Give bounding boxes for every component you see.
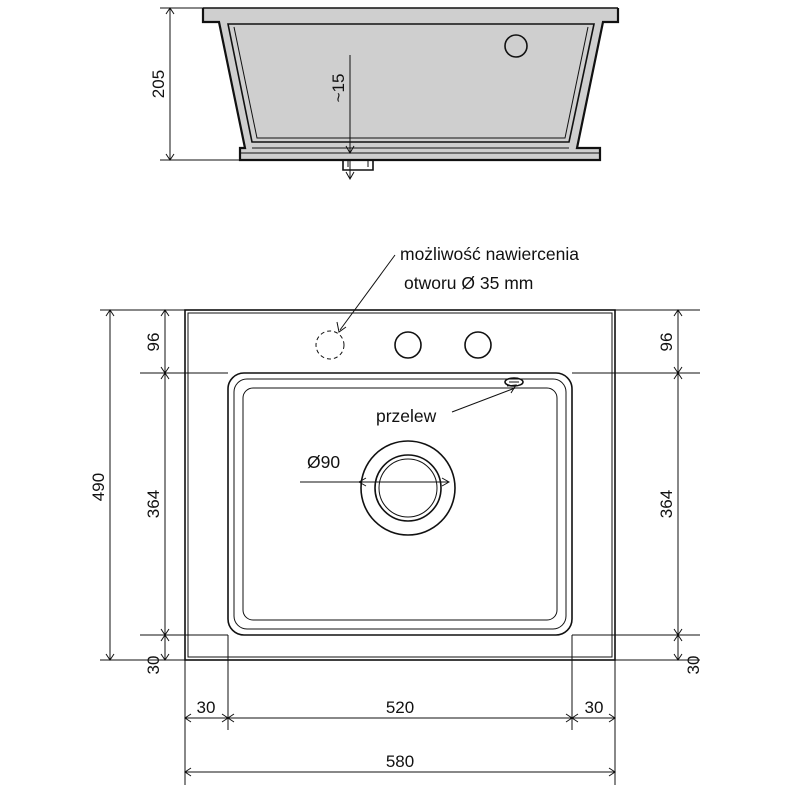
plan-outer-rect [185,310,615,660]
dim-15-label: ~15 [329,73,348,103]
drill-note-line2: otworu Ø 35 mm [404,273,534,293]
dim-right-364-label: 364 [657,489,676,519]
plan-drain-mid [375,455,441,521]
plan-outer-rect-inner [188,313,612,657]
dim-580-label: 580 [385,752,415,771]
dim-520-label: 520 [385,698,415,717]
overflow-leader [452,388,515,412]
dim-bot-30l-label: 30 [196,698,216,717]
plan-tap-hole-1 [395,332,421,358]
plan-drain-inner [379,459,437,517]
plan-tap-hole-2 [465,332,491,358]
drill-note-line1: możliwość nawiercenia [400,244,579,264]
dim-bot-30r-label: 30 [584,698,604,717]
section-view [149,8,618,179]
section-inner-void [228,24,594,142]
dim-right-30-label: 30 [684,655,703,675]
dim-205-label: 205 [149,69,168,99]
dim-right-96-label: 96 [657,332,676,352]
plan-optional-drill-hole-icon [316,331,344,359]
dim-left-30-label: 30 [144,655,163,675]
drill-note-leader [340,255,395,330]
plan-view [89,244,703,785]
overflow-label: przelew [376,406,437,426]
dim-490-label: 490 [89,472,108,502]
dim-left-364-label: 364 [144,489,163,519]
drain-label: Ø90 [307,452,341,472]
dim-left-96-label: 96 [144,332,163,352]
